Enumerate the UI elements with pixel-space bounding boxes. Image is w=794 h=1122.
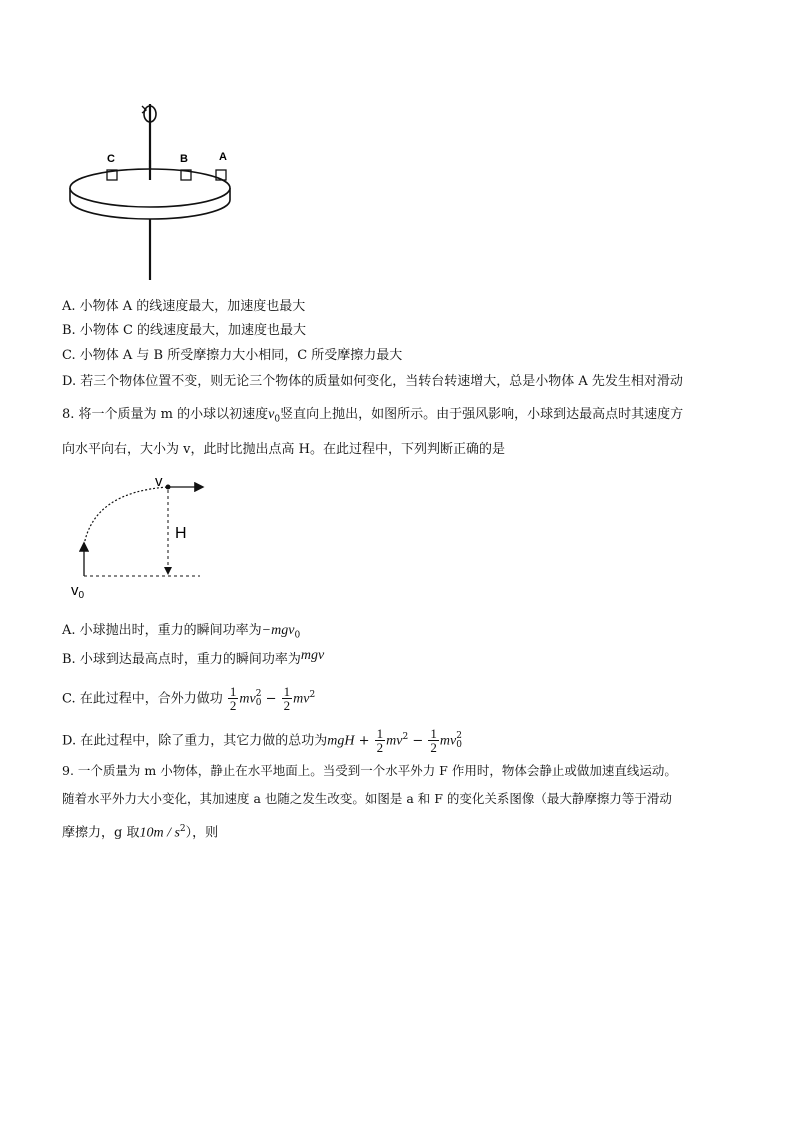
- label-h: H: [175, 525, 187, 542]
- q8-option-a: A. 小球抛出时，重力的瞬间功率为−mgv$_0$: [62, 623, 301, 641]
- label-v0: $v_0$: [71, 582, 85, 600]
- q7-option-b: B. 小物体 C 的线速度最大，加速度也最大: [62, 323, 307, 338]
- q7-option-d: D. 若三个物体位置不变，则无论三个物体的质量如何变化，当转台转速增大，总是小物体 A 先发生相对滑动: [62, 374, 683, 389]
- label-b: B: [180, 153, 188, 165]
- label-a: A: [219, 151, 227, 163]
- q8-option-d: D. 在此过程中，除了重力，其它力做的总功为mgH + $\frac{1}{2}$ $mv^2$ − $\frac{1}{2}$ mv 2 0: [62, 726, 462, 756]
- q9-stem-line2: 随着水平外力大小变化，其加速度 a 也随之发生改变。如图是 a 和 F 的变化关系图像（最大静摩擦力等于滑动: [62, 791, 672, 806]
- q8-option-b: B. 小球到达最高点时，重力的瞬间功率为mgv: [62, 648, 325, 667]
- q7-option-c: C. 小物体 A 与 B 所受摩擦力大小相同，C 所受摩擦力最大: [62, 348, 403, 363]
- q8-stem-line1: 8. 将一个质量为 m 的小球以初速度$v_0$竖直向上抛出，如图所示。由于强风影响，小球到达最高点时其速度方: [62, 407, 684, 425]
- q8-option-c: C. 在此过程中，合外力做功 $\frac{1}{2}$ mv 2 0 − $\frac{1}{2}$ $mv^2$: [62, 684, 316, 714]
- q7-option-a: A. 小物体 A 的线速度最大，加速度也最大: [62, 299, 306, 314]
- q8-stem-line2: 向水平向右，大小为 v，此时比抛出点高 H。在此过程中，下列判断正确的是: [62, 442, 505, 457]
- turntable-figure: [62, 100, 242, 285]
- q9-stem-line1: 9. 一个质量为 m 小物体，静止在水平地面上。当受到一个水平外力 F 作用时，物体会静止或做加速直线运动。: [62, 763, 677, 778]
- trajectory-figure: [62, 470, 222, 600]
- label-c: C: [107, 153, 115, 165]
- label-v-top: v: [155, 473, 163, 490]
- q9-stem-line3: 摩擦力，g 取$10m / s^2$），则: [62, 824, 219, 841]
